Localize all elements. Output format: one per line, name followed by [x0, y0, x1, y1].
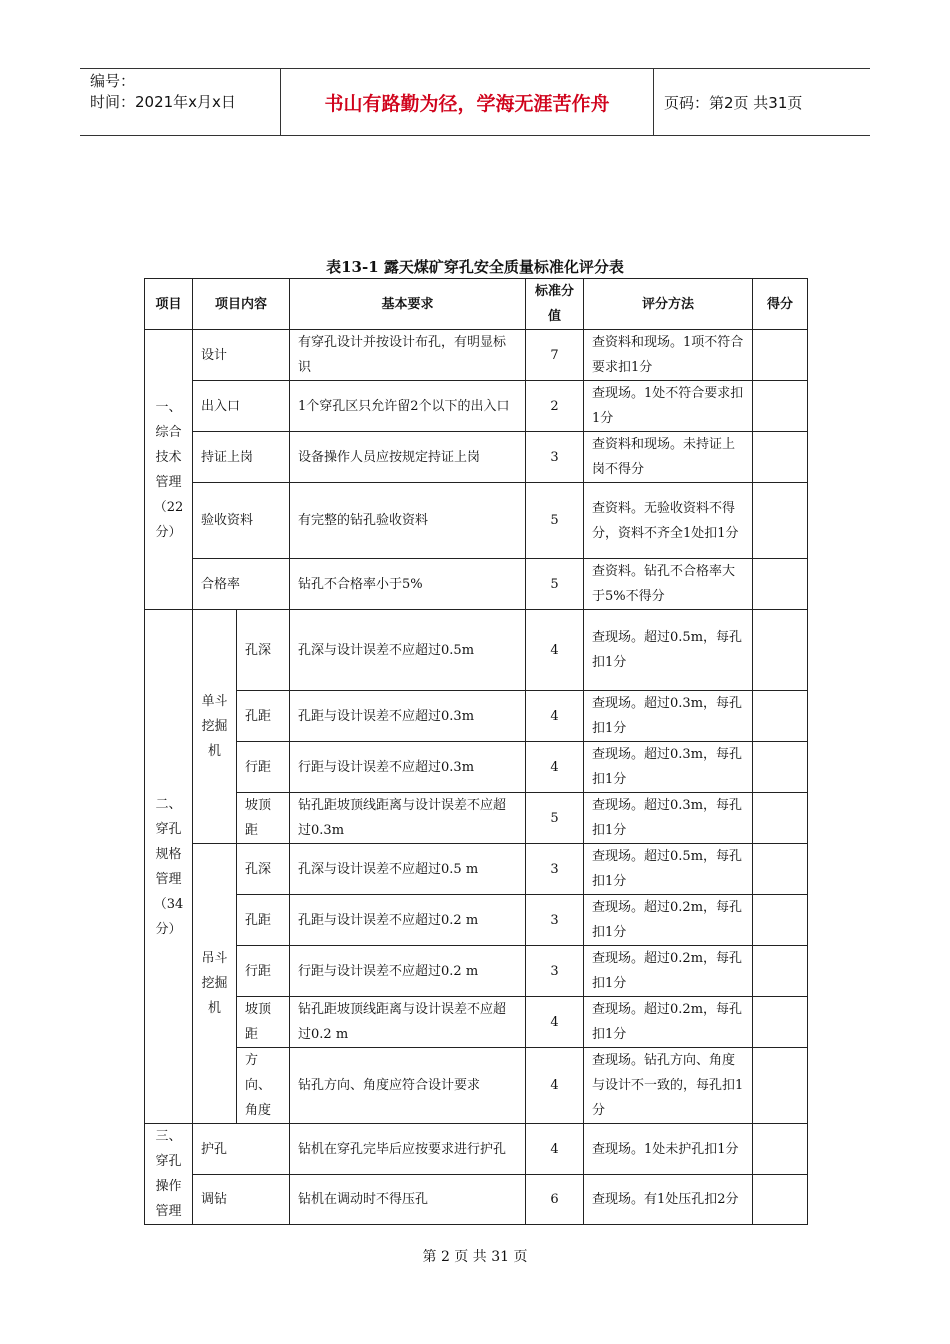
method-cell: 查现场。超过0.3m，每孔扣1分 — [584, 793, 753, 844]
requirement-cell: 孔距与设计误差不应超过0.3m — [290, 691, 526, 742]
got-cell — [753, 997, 808, 1048]
method-cell: 查现场。超过0.2m，每孔扣1分 — [584, 997, 753, 1048]
requirement-cell: 1个穿孔区只允许留2个以下的出入口 — [290, 381, 526, 432]
got-cell — [753, 946, 808, 997]
score-cell: 6 — [526, 1175, 584, 1225]
got-cell — [753, 559, 808, 610]
item-cell: 出入口 — [193, 381, 290, 432]
method-cell: 查资料和现场。1项不符合要求扣1分 — [584, 330, 753, 381]
col-header-score: 标准分值 — [526, 279, 584, 330]
requirement-cell: 钻孔距坡顶线距离与设计误差不应超过0.2 m — [290, 997, 526, 1048]
requirement-cell: 有完整的钻孔验收资料 — [290, 483, 526, 559]
requirement-cell: 钻机在调动时不得压孔 — [290, 1175, 526, 1225]
item-cell: 验收资料 — [193, 483, 290, 559]
header-meta — [80, 69, 281, 135]
table-row — [145, 895, 808, 946]
score-cell: 3 — [526, 946, 584, 997]
got-cell — [753, 1175, 808, 1225]
header-page-code: 页码：第2页 共31页 — [664, 93, 803, 112]
score-cell: 4 — [526, 691, 584, 742]
item-cell: 护孔 — [193, 1124, 290, 1175]
header-motto: 书山有路勤为径，学海无涯苦作舟 — [281, 69, 654, 135]
table-row — [145, 330, 808, 381]
table-row — [145, 432, 808, 483]
requirement-cell: 孔深与设计误差不应超过0.5 m — [290, 844, 526, 895]
score-cell: 5 — [526, 483, 584, 559]
got-cell — [753, 432, 808, 483]
table-row — [145, 844, 808, 895]
section-label: 二、穿孔规格管理（34分） — [145, 610, 193, 1124]
score-cell: 4 — [526, 997, 584, 1048]
requirement-cell: 钻孔方向、角度应符合设计要求 — [290, 1048, 526, 1124]
got-cell — [753, 742, 808, 793]
method-cell: 查现场。超过0.5m，每孔扣1分 — [584, 610, 753, 691]
section-label: 一、综合技术管理（22分） — [145, 330, 193, 610]
score-cell: 4 — [526, 742, 584, 793]
table-row — [145, 483, 808, 559]
score-cell: 3 — [526, 432, 584, 483]
section-label: 三、穿孔操作管理 — [145, 1124, 193, 1225]
page-footer: 第 2 页 共 31 页 — [422, 1249, 528, 1265]
table-row — [145, 559, 808, 610]
got-cell — [753, 895, 808, 946]
col-header-content: 项目内容 — [193, 279, 290, 330]
item-cell: 设计 — [193, 330, 290, 381]
score-cell: 4 — [526, 1124, 584, 1175]
method-cell: 查现场。超过0.2m，每孔扣1分 — [584, 946, 753, 997]
item-cell: 孔距 — [237, 895, 290, 946]
method-cell: 查现场。超过0.5m，每孔扣1分 — [584, 844, 753, 895]
score-cell: 3 — [526, 895, 584, 946]
item-cell: 孔距 — [237, 691, 290, 742]
subgroup-label: 单斗挖掘机 — [193, 610, 237, 844]
score-cell: 4 — [526, 1048, 584, 1124]
col-header-method: 评分方法 — [584, 279, 753, 330]
item-cell: 坡顶距 — [237, 793, 290, 844]
item-cell: 方向、角度 — [237, 1048, 290, 1124]
method-cell: 查现场。超过0.3m，每孔扣1分 — [584, 742, 753, 793]
item-cell: 行距 — [237, 742, 290, 793]
requirement-cell: 钻机在穿孔完毕后应按要求进行护孔 — [290, 1124, 526, 1175]
method-cell: 查资料。无验收资料不得分，资料不齐全1处扣1分 — [584, 483, 753, 559]
requirement-cell: 孔距与设计误差不应超过0.2 m — [290, 895, 526, 946]
score-cell: 5 — [526, 559, 584, 610]
requirement-cell: 钻孔距坡顶线距离与设计误差不应超过0.3m — [290, 793, 526, 844]
method-cell: 查现场。1处未护孔扣1分 — [584, 1124, 753, 1175]
got-cell — [753, 844, 808, 895]
document-header — [80, 68, 870, 136]
item-cell: 孔深 — [237, 844, 290, 895]
col-header-got: 得分 — [753, 279, 808, 330]
requirement-cell: 有穿孔设计并按设计布孔，有明显标识 — [290, 330, 526, 381]
table-row — [145, 997, 808, 1048]
got-cell — [753, 1124, 808, 1175]
method-cell: 查现场。超过0.3m，每孔扣1分 — [584, 691, 753, 742]
col-header-project: 项目 — [145, 279, 193, 330]
got-cell — [753, 1048, 808, 1124]
got-cell — [753, 381, 808, 432]
method-cell: 查现场。超过0.2m，每孔扣1分 — [584, 895, 753, 946]
method-cell: 查现场。1处不符合要求扣1分 — [584, 381, 753, 432]
method-cell: 查资料。钻孔不合格率大于5%不得分 — [584, 559, 753, 610]
requirement-cell: 设备操作人员应按规定持证上岗 — [290, 432, 526, 483]
item-cell: 持证上岗 — [193, 432, 290, 483]
item-cell: 行距 — [237, 946, 290, 997]
table-row — [145, 946, 808, 997]
subgroup-label: 吊斗挖掘机 — [193, 844, 237, 1124]
time-label: 时间：2021年x月x日 — [90, 93, 236, 111]
table-row — [145, 1124, 808, 1175]
got-cell — [753, 330, 808, 381]
table-row — [145, 742, 808, 793]
col-header-requirement: 基本要求 — [290, 279, 526, 330]
requirement-cell: 钻孔不合格率小于5% — [290, 559, 526, 610]
got-cell — [753, 483, 808, 559]
table-header-row — [145, 279, 808, 330]
score-cell: 7 — [526, 330, 584, 381]
item-cell: 坡顶距 — [237, 997, 290, 1048]
table-row — [145, 1048, 808, 1124]
table-title: 表13-1 露天煤矿穿孔安全质量标准化评分表 — [326, 258, 624, 276]
table-row — [145, 1175, 808, 1225]
method-cell: 查现场。钻孔方向、角度与设计不一致的，每孔扣1分 — [584, 1048, 753, 1124]
method-cell: 查资料和现场。未持证上岗不得分 — [584, 432, 753, 483]
got-cell — [753, 793, 808, 844]
table-row — [145, 610, 808, 691]
got-cell — [753, 691, 808, 742]
score-cell: 4 — [526, 610, 584, 691]
table-row — [145, 691, 808, 742]
scoring-table — [144, 278, 808, 1225]
table-row — [145, 793, 808, 844]
requirement-cell: 行距与设计误差不应超过0.2 m — [290, 946, 526, 997]
requirement-cell: 行距与设计误差不应超过0.3m — [290, 742, 526, 793]
number-label: 编号： — [90, 72, 136, 90]
item-cell: 合格率 — [193, 559, 290, 610]
got-cell — [753, 610, 808, 691]
requirement-cell: 孔深与设计误差不应超过0.5m — [290, 610, 526, 691]
score-cell: 5 — [526, 793, 584, 844]
score-cell: 2 — [526, 381, 584, 432]
item-cell: 孔深 — [237, 610, 290, 691]
item-cell: 调钻 — [193, 1175, 290, 1225]
score-cell: 3 — [526, 844, 584, 895]
method-cell: 查现场。有1处压孔扣2分 — [584, 1175, 753, 1225]
table-row — [145, 381, 808, 432]
